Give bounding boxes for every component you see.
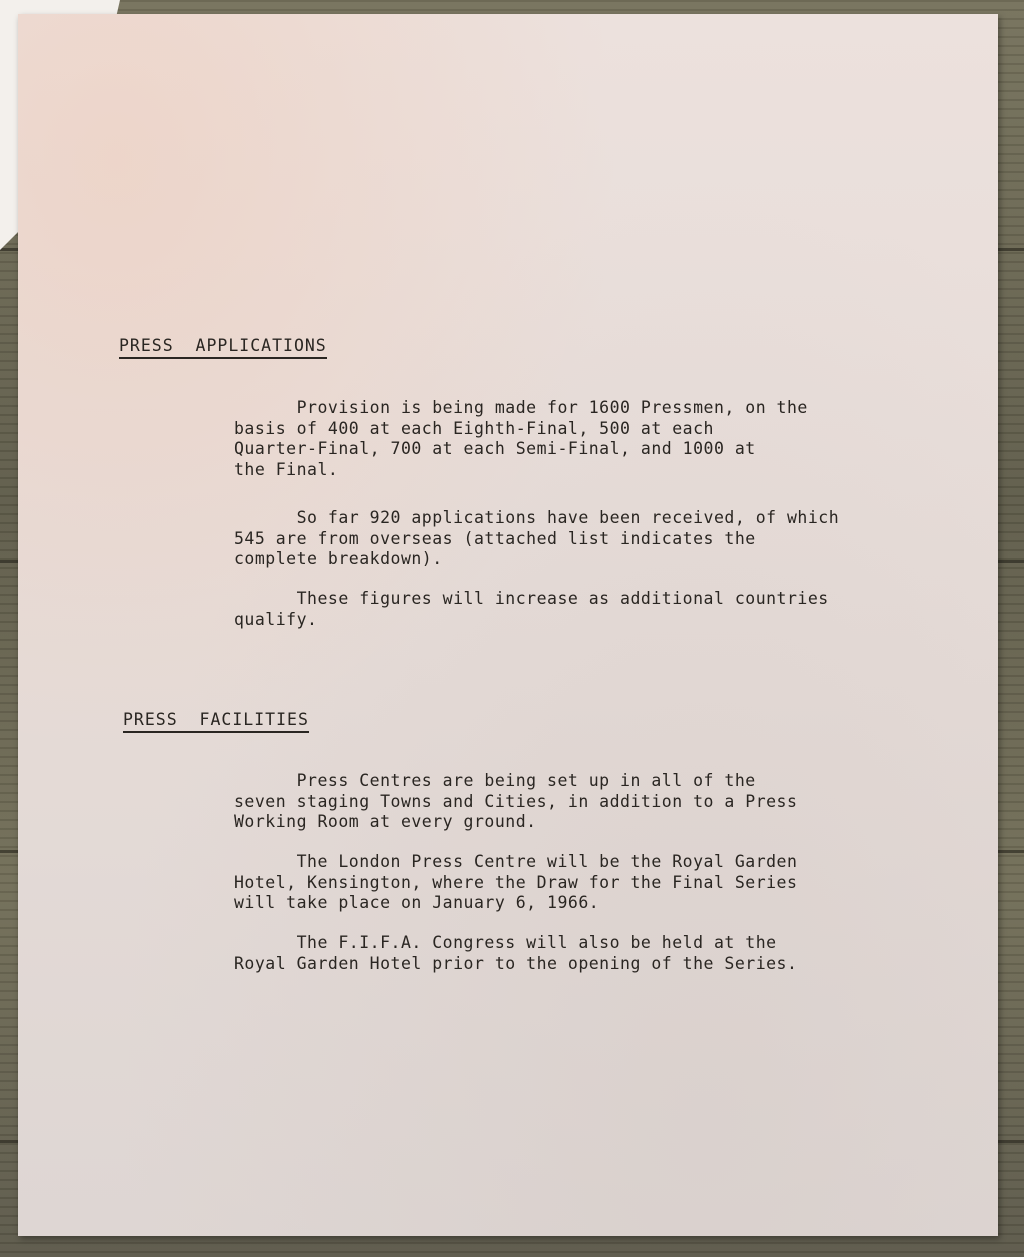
typed-page xyxy=(18,14,998,1236)
paragraph-fifa-congress: The F.I.F.A. Congress will also be held at the Royal Garden Hotel prior to the opening of the Series. xyxy=(234,933,798,973)
paragraph-press-centres: Press Centres are being set up in all of the seven staging Towns and Cities, in addition to a Press Working Room at every ground. xyxy=(234,771,798,831)
paragraph-provision: Provision is being made for 1600 Pressmen, on the basis of 400 at each Eighth-Final, 500 at each Quarter-Final, 700 at each Semi-Final, and 1000 at the Final. xyxy=(234,398,808,479)
section-heading-press-facilities: PRESS FACILITIES xyxy=(123,710,309,733)
paragraph-london-press-centre: The London Press Centre will be the Royal Garden Hotel, Kensington, where the Draw for the Final Series will take place on January 6, 1966. xyxy=(234,852,798,912)
section-heading-press-applications: PRESS APPLICATIONS xyxy=(119,336,327,359)
paragraph-figures-increase: These figures will increase as additional countries qualify. xyxy=(234,589,829,629)
paragraph-applications-received: So far 920 applications have been received, of which 545 are from overseas (attached list indicates the complete breakdown). xyxy=(234,508,840,568)
